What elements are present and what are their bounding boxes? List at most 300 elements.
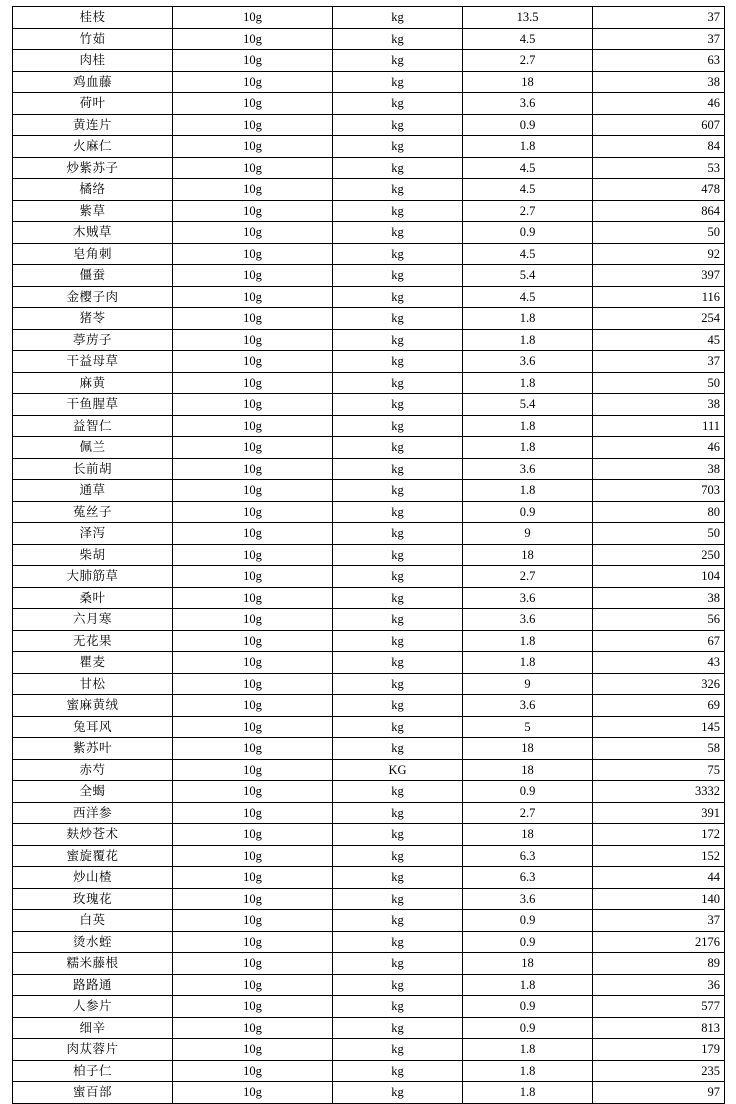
cell-price: 50 bbox=[593, 222, 725, 244]
cell-item-name: 肉桂 bbox=[13, 50, 173, 72]
cell-price: 2176 bbox=[593, 931, 725, 953]
cell-spec: 10g bbox=[173, 716, 333, 738]
cell-item-name: 炒紫苏子 bbox=[13, 157, 173, 179]
cell-item-name: 蜜麻黄绒 bbox=[13, 695, 173, 717]
cell-item-name: 路路通 bbox=[13, 974, 173, 996]
cell-spec: 10g bbox=[173, 673, 333, 695]
cell-spec: 10g bbox=[173, 802, 333, 824]
cell-item-name: 僵蚕 bbox=[13, 265, 173, 287]
cell-unit: kg bbox=[333, 1082, 463, 1104]
cell-item-name: 蜜百部 bbox=[13, 1082, 173, 1104]
cell-unit: kg bbox=[333, 609, 463, 631]
cell-quantity: 0.9 bbox=[463, 910, 593, 932]
cell-unit: kg bbox=[333, 953, 463, 975]
cell-item-name: 紫草 bbox=[13, 200, 173, 222]
cell-spec: 10g bbox=[173, 953, 333, 975]
cell-price: 478 bbox=[593, 179, 725, 201]
table-row bbox=[13, 673, 725, 695]
cell-price: 397 bbox=[593, 265, 725, 287]
cell-quantity: 9 bbox=[463, 523, 593, 545]
cell-price: 703 bbox=[593, 480, 725, 502]
cell-item-name: 泽泻 bbox=[13, 523, 173, 545]
cell-unit: kg bbox=[333, 802, 463, 824]
cell-item-name: 赤芍 bbox=[13, 759, 173, 781]
cell-spec: 10g bbox=[173, 286, 333, 308]
cell-item-name: 干鱼腥草 bbox=[13, 394, 173, 416]
cell-price: 45 bbox=[593, 329, 725, 351]
table-row bbox=[13, 1082, 725, 1104]
cell-quantity: 1.8 bbox=[463, 974, 593, 996]
cell-quantity: 3.6 bbox=[463, 695, 593, 717]
cell-unit: kg bbox=[333, 372, 463, 394]
table-row bbox=[13, 566, 725, 588]
cell-item-name: 白英 bbox=[13, 910, 173, 932]
cell-unit: kg bbox=[333, 716, 463, 738]
cell-quantity: 18 bbox=[463, 738, 593, 760]
cell-unit: kg bbox=[333, 71, 463, 93]
cell-quantity: 0.9 bbox=[463, 996, 593, 1018]
table-row bbox=[13, 738, 725, 760]
cell-price: 3332 bbox=[593, 781, 725, 803]
cell-price: 56 bbox=[593, 609, 725, 631]
cell-quantity: 0.9 bbox=[463, 1017, 593, 1039]
cell-spec: 10g bbox=[173, 888, 333, 910]
cell-unit: kg bbox=[333, 544, 463, 566]
cell-quantity: 4.5 bbox=[463, 28, 593, 50]
cell-quantity: 2.7 bbox=[463, 566, 593, 588]
cell-spec: 10g bbox=[173, 394, 333, 416]
cell-item-name: 竹茹 bbox=[13, 28, 173, 50]
table-row bbox=[13, 415, 725, 437]
table-row bbox=[13, 28, 725, 50]
cell-spec: 10g bbox=[173, 222, 333, 244]
cell-item-name: 无花果 bbox=[13, 630, 173, 652]
cell-item-name: 西洋参 bbox=[13, 802, 173, 824]
table-row bbox=[13, 222, 725, 244]
cell-price: 44 bbox=[593, 867, 725, 889]
cell-price: 89 bbox=[593, 953, 725, 975]
cell-quantity: 18 bbox=[463, 759, 593, 781]
cell-unit: kg bbox=[333, 1017, 463, 1039]
table-row bbox=[13, 630, 725, 652]
cell-item-name: 麸炒苍术 bbox=[13, 824, 173, 846]
cell-item-name: 猪苓 bbox=[13, 308, 173, 330]
cell-quantity: 5.4 bbox=[463, 394, 593, 416]
table-row bbox=[13, 329, 725, 351]
cell-quantity: 3.6 bbox=[463, 888, 593, 910]
cell-unit: kg bbox=[333, 888, 463, 910]
cell-quantity: 0.9 bbox=[463, 781, 593, 803]
price-table bbox=[12, 6, 725, 1104]
cell-price: 172 bbox=[593, 824, 725, 846]
table-row bbox=[13, 93, 725, 115]
cell-unit: kg bbox=[333, 566, 463, 588]
cell-spec: 10g bbox=[173, 265, 333, 287]
cell-price: 36 bbox=[593, 974, 725, 996]
cell-item-name: 菟丝子 bbox=[13, 501, 173, 523]
cell-spec: 10g bbox=[173, 50, 333, 72]
cell-spec: 10g bbox=[173, 910, 333, 932]
table-row bbox=[13, 910, 725, 932]
cell-quantity: 18 bbox=[463, 953, 593, 975]
table-row bbox=[13, 243, 725, 265]
cell-item-name: 瞿麦 bbox=[13, 652, 173, 674]
cell-item-name: 人参片 bbox=[13, 996, 173, 1018]
cell-item-name: 六月寒 bbox=[13, 609, 173, 631]
cell-item-name: 益智仁 bbox=[13, 415, 173, 437]
table-row bbox=[13, 1017, 725, 1039]
table-row bbox=[13, 802, 725, 824]
cell-unit: kg bbox=[333, 222, 463, 244]
cell-unit: kg bbox=[333, 308, 463, 330]
cell-spec: 10g bbox=[173, 1039, 333, 1061]
table-row bbox=[13, 200, 725, 222]
cell-quantity: 0.9 bbox=[463, 931, 593, 953]
table-row bbox=[13, 286, 725, 308]
table-row bbox=[13, 157, 725, 179]
table-row bbox=[13, 458, 725, 480]
cell-unit: kg bbox=[333, 7, 463, 29]
cell-spec: 10g bbox=[173, 71, 333, 93]
cell-quantity: 4.5 bbox=[463, 286, 593, 308]
cell-spec: 10g bbox=[173, 157, 333, 179]
cell-quantity: 0.9 bbox=[463, 114, 593, 136]
cell-quantity: 1.8 bbox=[463, 630, 593, 652]
cell-spec: 10g bbox=[173, 437, 333, 459]
table-row bbox=[13, 179, 725, 201]
cell-price: 43 bbox=[593, 652, 725, 674]
cell-quantity: 2.7 bbox=[463, 50, 593, 72]
cell-price: 577 bbox=[593, 996, 725, 1018]
cell-unit: kg bbox=[333, 480, 463, 502]
table-row bbox=[13, 50, 725, 72]
cell-quantity: 1.8 bbox=[463, 136, 593, 158]
cell-unit: kg bbox=[333, 501, 463, 523]
cell-spec: 10g bbox=[173, 136, 333, 158]
table-row bbox=[13, 71, 725, 93]
table-row bbox=[13, 394, 725, 416]
cell-price: 37 bbox=[593, 7, 725, 29]
cell-quantity: 1.8 bbox=[463, 415, 593, 437]
cell-quantity: 2.7 bbox=[463, 802, 593, 824]
cell-quantity: 9 bbox=[463, 673, 593, 695]
table-row bbox=[13, 1060, 725, 1082]
table-row bbox=[13, 609, 725, 631]
cell-price: 50 bbox=[593, 523, 725, 545]
cell-quantity: 3.6 bbox=[463, 351, 593, 373]
cell-price: 63 bbox=[593, 50, 725, 72]
cell-unit: kg bbox=[333, 587, 463, 609]
cell-item-name: 橘络 bbox=[13, 179, 173, 201]
cell-price: 104 bbox=[593, 566, 725, 588]
cell-spec: 10g bbox=[173, 179, 333, 201]
cell-item-name: 长前胡 bbox=[13, 458, 173, 480]
table-row bbox=[13, 759, 725, 781]
cell-item-name: 柏子仁 bbox=[13, 1060, 173, 1082]
cell-unit: kg bbox=[333, 114, 463, 136]
cell-unit: kg bbox=[333, 179, 463, 201]
table-row bbox=[13, 716, 725, 738]
cell-unit: kg bbox=[333, 458, 463, 480]
cell-unit: kg bbox=[333, 243, 463, 265]
cell-unit: KG bbox=[333, 759, 463, 781]
cell-spec: 10g bbox=[173, 609, 333, 631]
cell-price: 140 bbox=[593, 888, 725, 910]
cell-spec: 10g bbox=[173, 695, 333, 717]
table-row bbox=[13, 1039, 725, 1061]
cell-unit: kg bbox=[333, 523, 463, 545]
cell-spec: 10g bbox=[173, 480, 333, 502]
cell-item-name: 细辛 bbox=[13, 1017, 173, 1039]
cell-unit: kg bbox=[333, 845, 463, 867]
cell-item-name: 兔耳风 bbox=[13, 716, 173, 738]
cell-unit: kg bbox=[333, 50, 463, 72]
cell-price: 37 bbox=[593, 910, 725, 932]
cell-unit: kg bbox=[333, 329, 463, 351]
cell-price: 250 bbox=[593, 544, 725, 566]
cell-unit: kg bbox=[333, 652, 463, 674]
cell-price: 607 bbox=[593, 114, 725, 136]
cell-unit: kg bbox=[333, 996, 463, 1018]
cell-spec: 10g bbox=[173, 200, 333, 222]
cell-item-name: 佩兰 bbox=[13, 437, 173, 459]
price-table-body bbox=[13, 7, 725, 1104]
cell-item-name: 柴胡 bbox=[13, 544, 173, 566]
cell-unit: kg bbox=[333, 437, 463, 459]
cell-item-name: 干益母草 bbox=[13, 351, 173, 373]
cell-item-name: 木贼草 bbox=[13, 222, 173, 244]
cell-item-name: 蜜旋覆花 bbox=[13, 845, 173, 867]
cell-price: 92 bbox=[593, 243, 725, 265]
table-row bbox=[13, 587, 725, 609]
cell-price: 80 bbox=[593, 501, 725, 523]
cell-quantity: 1.8 bbox=[463, 1039, 593, 1061]
table-row bbox=[13, 523, 725, 545]
table-row bbox=[13, 114, 725, 136]
table-row bbox=[13, 308, 725, 330]
cell-spec: 10g bbox=[173, 458, 333, 480]
cell-price: 152 bbox=[593, 845, 725, 867]
cell-unit: kg bbox=[333, 28, 463, 50]
cell-spec: 10g bbox=[173, 738, 333, 760]
cell-price: 46 bbox=[593, 437, 725, 459]
cell-item-name: 葶苈子 bbox=[13, 329, 173, 351]
cell-spec: 10g bbox=[173, 7, 333, 29]
cell-spec: 10g bbox=[173, 329, 333, 351]
cell-quantity: 1.8 bbox=[463, 329, 593, 351]
cell-spec: 10g bbox=[173, 28, 333, 50]
cell-price: 37 bbox=[593, 351, 725, 373]
cell-quantity: 18 bbox=[463, 824, 593, 846]
cell-spec: 10g bbox=[173, 931, 333, 953]
cell-quantity: 18 bbox=[463, 71, 593, 93]
cell-price: 53 bbox=[593, 157, 725, 179]
table-row bbox=[13, 824, 725, 846]
table-row bbox=[13, 652, 725, 674]
table-row bbox=[13, 480, 725, 502]
cell-item-name: 荷叶 bbox=[13, 93, 173, 115]
cell-unit: kg bbox=[333, 1060, 463, 1082]
cell-item-name: 肉苁蓉片 bbox=[13, 1039, 173, 1061]
cell-item-name: 大肺筋草 bbox=[13, 566, 173, 588]
cell-price: 84 bbox=[593, 136, 725, 158]
cell-price: 235 bbox=[593, 1060, 725, 1082]
cell-unit: kg bbox=[333, 265, 463, 287]
cell-spec: 10g bbox=[173, 544, 333, 566]
table-row bbox=[13, 437, 725, 459]
cell-quantity: 13.5 bbox=[463, 7, 593, 29]
cell-price: 111 bbox=[593, 415, 725, 437]
cell-spec: 10g bbox=[173, 1017, 333, 1039]
cell-unit: kg bbox=[333, 695, 463, 717]
table-row bbox=[13, 888, 725, 910]
cell-unit: kg bbox=[333, 286, 463, 308]
cell-quantity: 1.8 bbox=[463, 308, 593, 330]
cell-unit: kg bbox=[333, 974, 463, 996]
table-row bbox=[13, 867, 725, 889]
cell-spec: 10g bbox=[173, 1082, 333, 1104]
table-row bbox=[13, 695, 725, 717]
cell-unit: kg bbox=[333, 157, 463, 179]
cell-unit: kg bbox=[333, 781, 463, 803]
cell-price: 50 bbox=[593, 372, 725, 394]
cell-spec: 10g bbox=[173, 415, 333, 437]
cell-unit: kg bbox=[333, 1039, 463, 1061]
table-row bbox=[13, 265, 725, 287]
cell-item-name: 玫瑰花 bbox=[13, 888, 173, 910]
cell-quantity: 1.8 bbox=[463, 480, 593, 502]
cell-price: 179 bbox=[593, 1039, 725, 1061]
cell-spec: 10g bbox=[173, 501, 333, 523]
cell-spec: 10g bbox=[173, 351, 333, 373]
cell-unit: kg bbox=[333, 931, 463, 953]
cell-item-name: 鸡血藤 bbox=[13, 71, 173, 93]
cell-spec: 10g bbox=[173, 523, 333, 545]
cell-quantity: 0.9 bbox=[463, 222, 593, 244]
cell-quantity: 3.6 bbox=[463, 587, 593, 609]
cell-quantity: 3.6 bbox=[463, 458, 593, 480]
cell-item-name: 黄连片 bbox=[13, 114, 173, 136]
cell-quantity: 6.3 bbox=[463, 845, 593, 867]
table-row bbox=[13, 953, 725, 975]
cell-quantity: 1.8 bbox=[463, 1082, 593, 1104]
table-row bbox=[13, 501, 725, 523]
cell-item-name: 紫苏叶 bbox=[13, 738, 173, 760]
cell-spec: 10g bbox=[173, 1060, 333, 1082]
cell-spec: 10g bbox=[173, 308, 333, 330]
table-row bbox=[13, 974, 725, 996]
cell-spec: 10g bbox=[173, 114, 333, 136]
cell-price: 116 bbox=[593, 286, 725, 308]
table-row bbox=[13, 544, 725, 566]
cell-price: 326 bbox=[593, 673, 725, 695]
table-row bbox=[13, 7, 725, 29]
cell-unit: kg bbox=[333, 351, 463, 373]
cell-unit: kg bbox=[333, 394, 463, 416]
cell-price: 38 bbox=[593, 71, 725, 93]
cell-price: 69 bbox=[593, 695, 725, 717]
cell-price: 38 bbox=[593, 394, 725, 416]
cell-price: 813 bbox=[593, 1017, 725, 1039]
cell-price: 864 bbox=[593, 200, 725, 222]
cell-quantity: 1.8 bbox=[463, 437, 593, 459]
cell-item-name: 金樱子肉 bbox=[13, 286, 173, 308]
cell-item-name: 火麻仁 bbox=[13, 136, 173, 158]
cell-quantity: 5.4 bbox=[463, 265, 593, 287]
cell-spec: 10g bbox=[173, 372, 333, 394]
cell-item-name: 炒山楂 bbox=[13, 867, 173, 889]
cell-unit: kg bbox=[333, 415, 463, 437]
cell-spec: 10g bbox=[173, 652, 333, 674]
cell-quantity: 5 bbox=[463, 716, 593, 738]
table-row bbox=[13, 845, 725, 867]
cell-price: 46 bbox=[593, 93, 725, 115]
cell-quantity: 1.8 bbox=[463, 652, 593, 674]
cell-quantity: 0.9 bbox=[463, 501, 593, 523]
cell-spec: 10g bbox=[173, 759, 333, 781]
cell-item-name: 烫水蛭 bbox=[13, 931, 173, 953]
cell-quantity: 18 bbox=[463, 544, 593, 566]
cell-unit: kg bbox=[333, 630, 463, 652]
cell-price: 254 bbox=[593, 308, 725, 330]
cell-spec: 10g bbox=[173, 587, 333, 609]
cell-price: 391 bbox=[593, 802, 725, 824]
cell-quantity: 1.8 bbox=[463, 1060, 593, 1082]
cell-item-name: 桂枝 bbox=[13, 7, 173, 29]
cell-quantity: 4.5 bbox=[463, 179, 593, 201]
cell-spec: 10g bbox=[173, 974, 333, 996]
cell-quantity: 6.3 bbox=[463, 867, 593, 889]
cell-price: 75 bbox=[593, 759, 725, 781]
cell-item-name: 甘松 bbox=[13, 673, 173, 695]
cell-spec: 10g bbox=[173, 996, 333, 1018]
table-row bbox=[13, 996, 725, 1018]
cell-price: 97 bbox=[593, 1082, 725, 1104]
cell-price: 145 bbox=[593, 716, 725, 738]
cell-price: 38 bbox=[593, 458, 725, 480]
cell-spec: 10g bbox=[173, 93, 333, 115]
cell-unit: kg bbox=[333, 200, 463, 222]
table-row bbox=[13, 781, 725, 803]
cell-spec: 10g bbox=[173, 566, 333, 588]
cell-spec: 10g bbox=[173, 781, 333, 803]
table-row bbox=[13, 136, 725, 158]
cell-unit: kg bbox=[333, 910, 463, 932]
table-row bbox=[13, 351, 725, 373]
cell-unit: kg bbox=[333, 867, 463, 889]
cell-spec: 10g bbox=[173, 824, 333, 846]
cell-item-name: 桑叶 bbox=[13, 587, 173, 609]
cell-spec: 10g bbox=[173, 630, 333, 652]
cell-spec: 10g bbox=[173, 867, 333, 889]
cell-unit: kg bbox=[333, 136, 463, 158]
cell-quantity: 3.6 bbox=[463, 609, 593, 631]
cell-unit: kg bbox=[333, 824, 463, 846]
cell-item-name: 全蝎 bbox=[13, 781, 173, 803]
cell-unit: kg bbox=[333, 93, 463, 115]
cell-item-name: 通草 bbox=[13, 480, 173, 502]
cell-quantity: 3.6 bbox=[463, 93, 593, 115]
cell-quantity: 4.5 bbox=[463, 243, 593, 265]
cell-quantity: 2.7 bbox=[463, 200, 593, 222]
cell-unit: kg bbox=[333, 673, 463, 695]
cell-spec: 10g bbox=[173, 845, 333, 867]
cell-unit: kg bbox=[333, 738, 463, 760]
cell-price: 58 bbox=[593, 738, 725, 760]
cell-quantity: 4.5 bbox=[463, 157, 593, 179]
table-row bbox=[13, 931, 725, 953]
table-row bbox=[13, 372, 725, 394]
